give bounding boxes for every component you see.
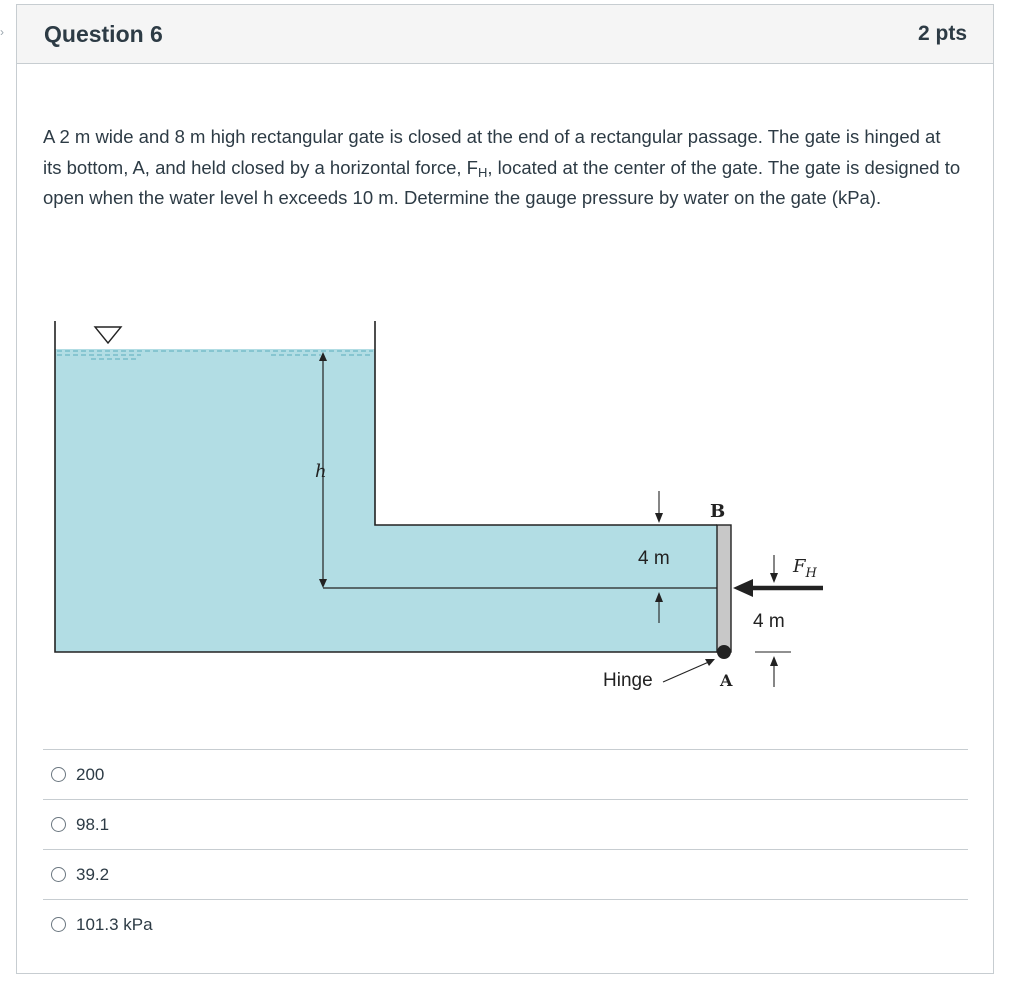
answer-option-2[interactable] [43, 799, 968, 849]
hinge-label: Hinge [603, 670, 653, 691]
force-fh-label-sub: H [805, 566, 817, 581]
h-label: h [315, 461, 327, 482]
question-card [16, 4, 994, 974]
hinge-pointer [663, 661, 711, 682]
question-points: 2 pts [917, 22, 967, 45]
answer-label[interactable]: 200 [76, 764, 105, 784]
answer-option-1[interactable] [43, 749, 968, 799]
hinge-pin [717, 645, 731, 659]
water-region [55, 349, 717, 652]
question-header [17, 5, 993, 64]
question-title: Question 6 [44, 20, 163, 47]
dim-4m-right-bottom-head [770, 656, 778, 666]
free-surface-symbol [95, 327, 121, 343]
gate-label-B: B [710, 501, 726, 522]
answer-option-4[interactable] [43, 899, 968, 949]
question-text [43, 122, 963, 214]
dim-4m-arrow-top-head [655, 513, 663, 523]
gate-label-A: A [720, 671, 733, 690]
dim-4m-right-label: 4 m [753, 611, 785, 632]
gate-diagram [41, 305, 861, 705]
gate [717, 525, 731, 652]
answer-label[interactable]: 39.2 [76, 864, 110, 884]
question-text-subscript: H [478, 164, 488, 180]
dim-4m-right-top-head [770, 573, 778, 583]
radio-button-icon[interactable] [51, 917, 66, 932]
force-fh-head [733, 579, 753, 597]
chevron-right-icon: › [0, 25, 4, 39]
answer-label[interactable]: 98.1 [76, 814, 110, 834]
answer-label[interactable]: 101.3 kPa [76, 914, 153, 934]
radio-button-icon[interactable] [51, 867, 66, 882]
radio-button-icon[interactable] [51, 817, 66, 832]
question-text-part-1: A 2 m wide and 8 m high rectangular gate is closed at the end of a rectangular passage. The gate is hinged at its bottom, A, and held closed by a horizontal force, F [43, 126, 941, 178]
force-fh-label [792, 556, 818, 581]
answer-option-3[interactable] [43, 849, 968, 899]
gate-diagram-svg [41, 305, 861, 705]
force-fh-label-main: F [793, 556, 806, 577]
answer-list [43, 749, 968, 949]
question-text-part-2: , located at the center of the gate. The gate is designed to open when the water level h exceeds 10 m. Determine the gauge pressure by water on the gate (kPa). [43, 156, 961, 208]
radio-button-icon[interactable] [51, 767, 66, 782]
dim-4m-top-label: 4 m [638, 548, 670, 569]
